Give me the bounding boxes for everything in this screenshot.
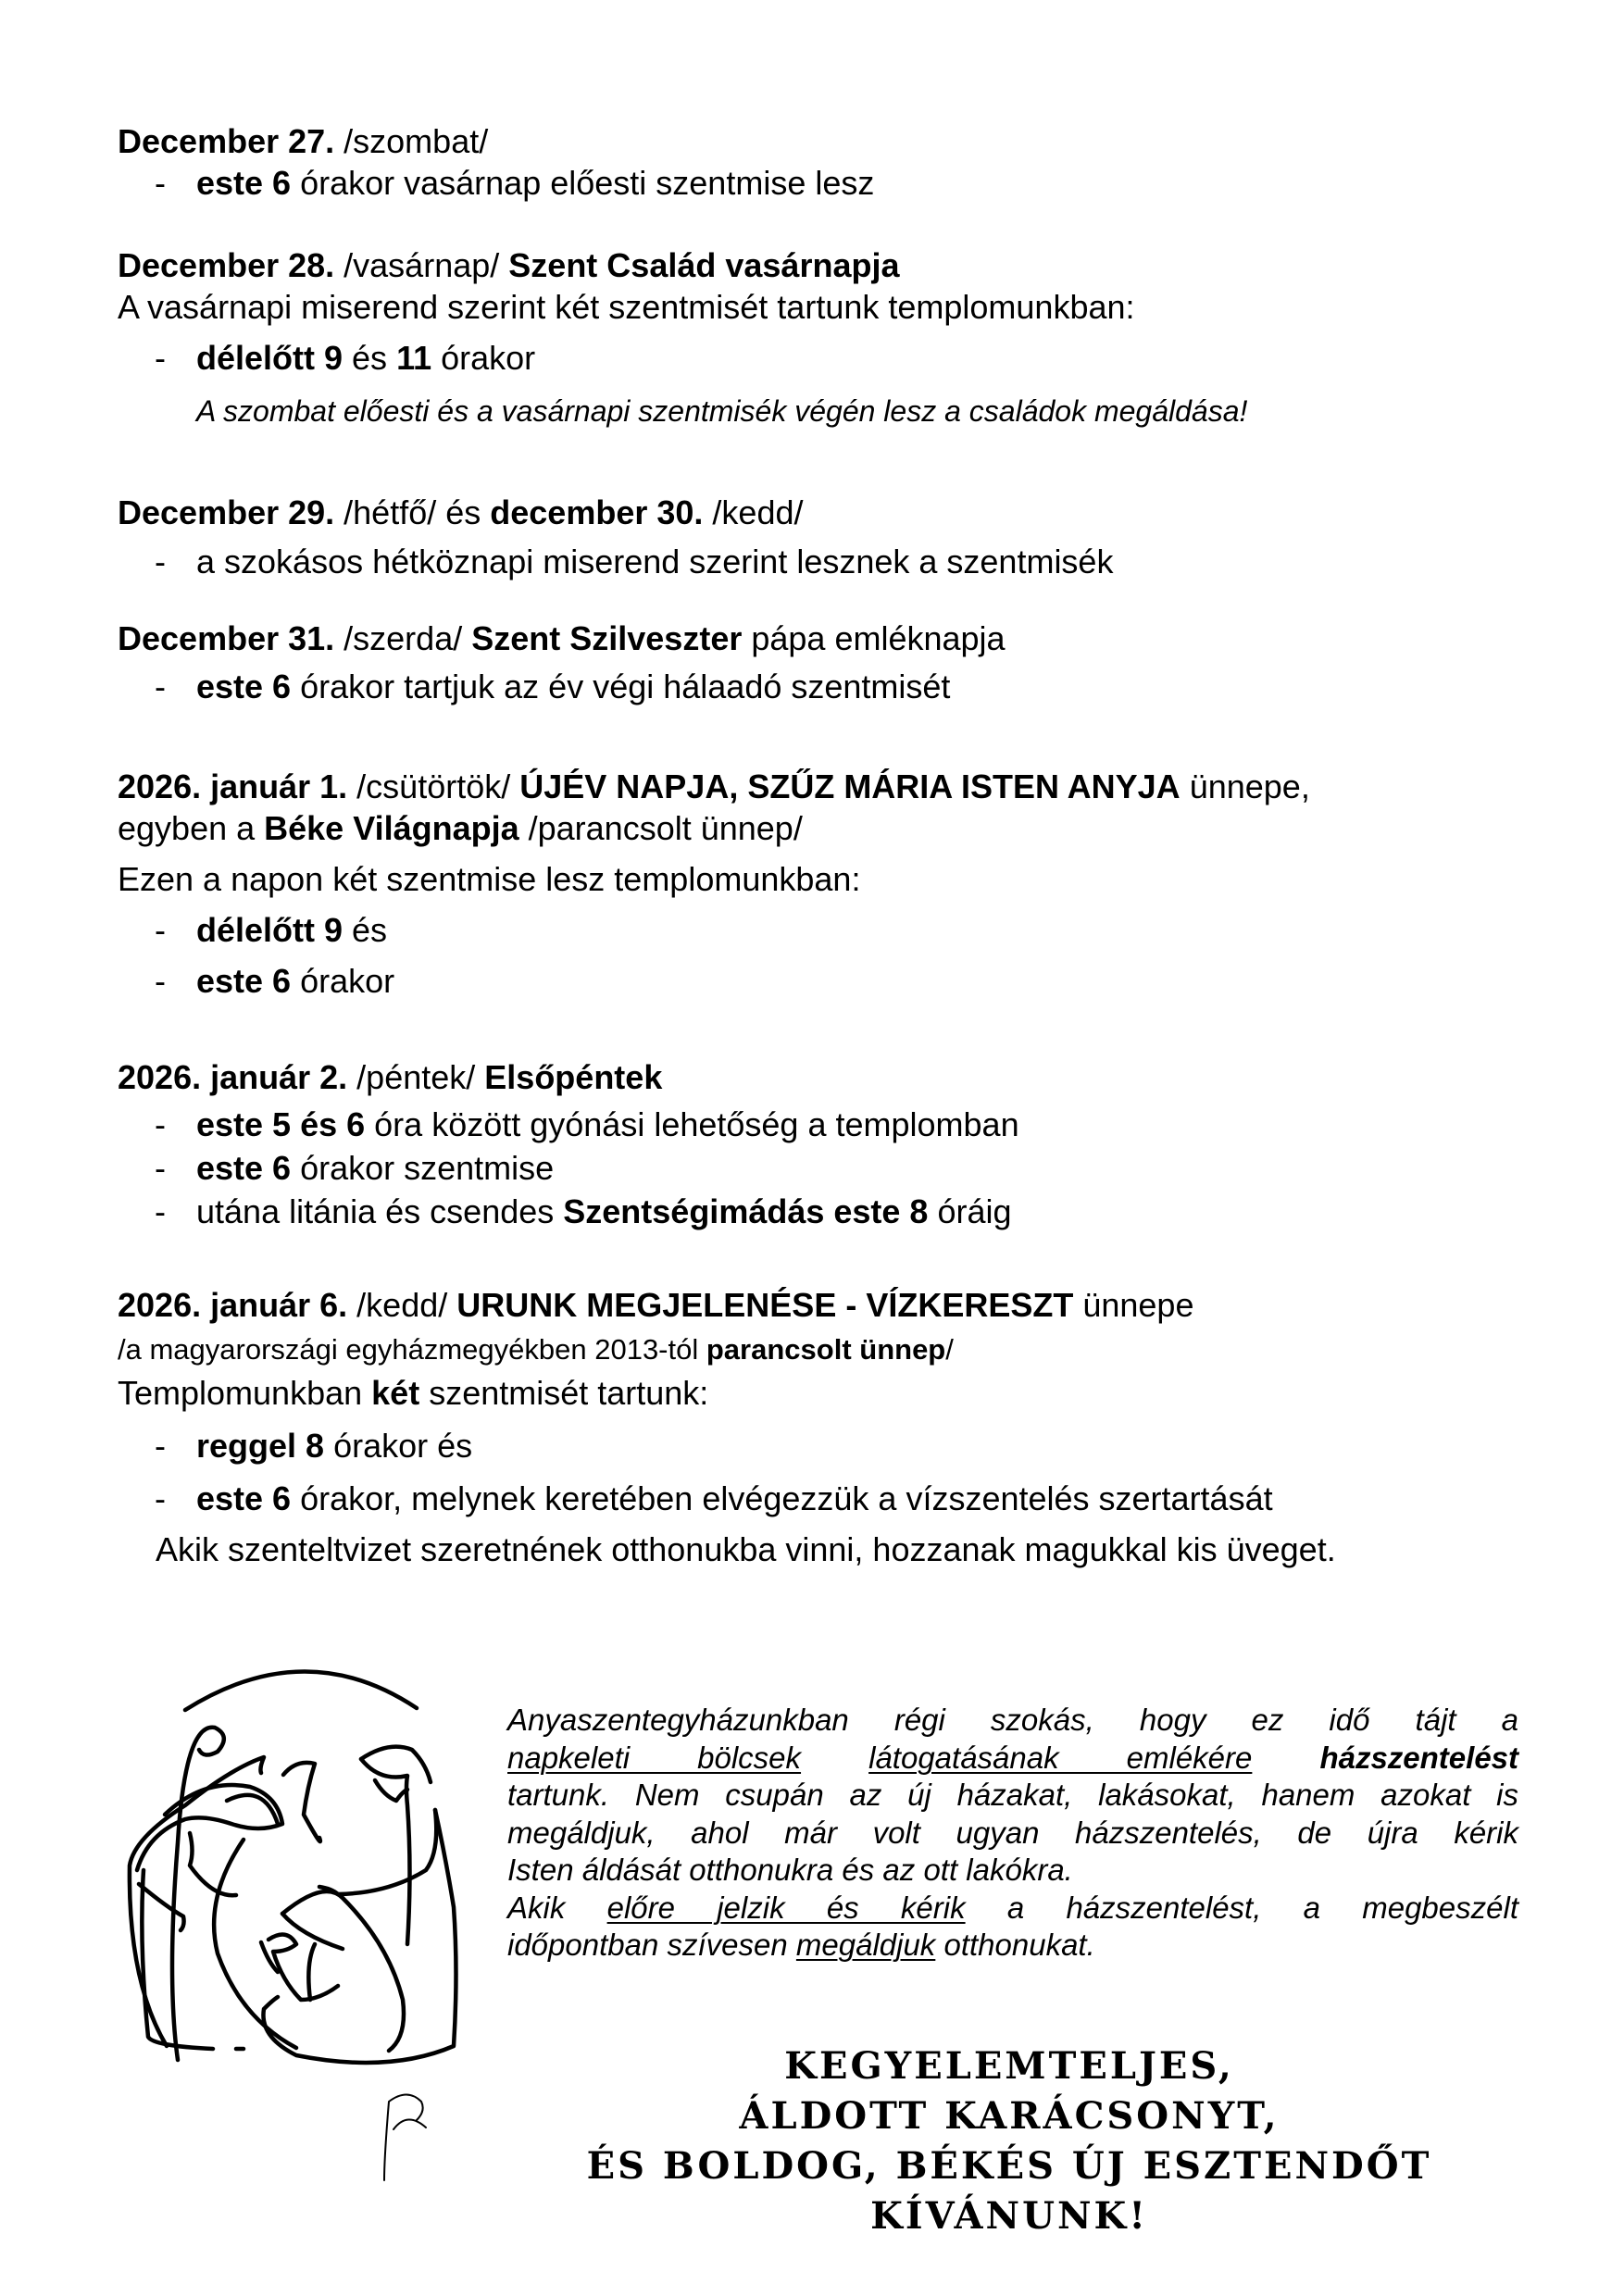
note-text: Akik szenteltvizet szeretnének otthonukba vinni, hozzanak magukkal kis üveget. bbox=[156, 1530, 1336, 1568]
bullet: - bbox=[155, 339, 166, 377]
item-text: óráig bbox=[928, 1192, 1012, 1230]
text: egyben a bbox=[118, 809, 265, 847]
heading-jan-1-line2 bbox=[118, 808, 803, 849]
greeting-line: KEGYELEMTELJES, bbox=[784, 2044, 1234, 2088]
bullet: - bbox=[155, 543, 166, 580]
item-text: órakor tartjuk az év végi hálaadó szentmisét bbox=[291, 668, 951, 705]
item-text: órakor vasárnap előesti szentmise lesz bbox=[291, 164, 875, 202]
feast-name: Elsőpéntek bbox=[484, 1058, 663, 1096]
list-item bbox=[118, 1104, 1019, 1145]
feast-suffix: ünnepe, bbox=[1180, 767, 1310, 805]
item-text: órakor szentmise bbox=[291, 1149, 555, 1187]
observance-name: Béke Világnapja bbox=[264, 809, 519, 847]
list-item bbox=[118, 1426, 472, 1466]
time: reggel 8 bbox=[196, 1427, 325, 1465]
item-text: utána litánia és csendes bbox=[196, 1192, 564, 1230]
date: December 31. bbox=[118, 619, 335, 657]
text: időpontban szívesen bbox=[507, 1928, 796, 1962]
text: szentmisét tartunk: bbox=[419, 1374, 709, 1412]
time: este 6 bbox=[196, 1479, 292, 1517]
item-text: órakor bbox=[291, 962, 395, 1000]
feast-name: Szent Szilveszter bbox=[471, 619, 743, 657]
weekday: /vasárnap/ bbox=[344, 246, 500, 284]
item-text: órakor, melynek keretében elvégezzük a vízszentelés szertartását bbox=[291, 1479, 1273, 1517]
list-item bbox=[118, 1148, 554, 1189]
paragraph-line bbox=[507, 1740, 1518, 1778]
time: délelőtt 9 bbox=[196, 339, 344, 377]
item-text: a szokásos hétköznapi miserend szerint lesznek a szentmisék bbox=[196, 543, 1114, 580]
count: két bbox=[371, 1374, 420, 1412]
heading-jan-6 bbox=[118, 1285, 1193, 1326]
date: 2026. január 6. bbox=[118, 1286, 348, 1324]
adoration-time: Szentségimádás este 8 bbox=[563, 1192, 929, 1230]
greeting-line: ÁLDOTT KARÁCSONYT, bbox=[739, 2094, 1280, 2138]
date: 2026. január 1. bbox=[118, 767, 348, 805]
text: Anyaszentegyházunkban régi szokás, hogy ez idő tájt a bbox=[507, 1703, 1518, 1737]
emphasis-text: házszentelést bbox=[1319, 1740, 1519, 1775]
weekday: /csütörtök/ bbox=[356, 767, 511, 805]
item-text: és bbox=[343, 911, 388, 949]
list-item bbox=[118, 338, 535, 379]
date: December 29. bbox=[118, 493, 335, 531]
heading-dec-28 bbox=[118, 245, 899, 286]
holy-family-illustration-icon bbox=[111, 1666, 500, 2222]
bullet: - bbox=[155, 1105, 166, 1143]
obligation-label: parancsolt ünnep bbox=[706, 1333, 946, 1366]
list-item bbox=[118, 163, 874, 204]
heading-dec-31 bbox=[118, 618, 1006, 659]
text: a házszentelést, a megbeszélt bbox=[965, 1890, 1518, 1925]
feast-suffix: ünnepe bbox=[1073, 1286, 1194, 1324]
text bbox=[801, 1741, 868, 1775]
heading-jan-1 bbox=[118, 767, 1310, 807]
feast-name: URUNK MEGJELENÉSE - VÍZKERESZT bbox=[456, 1286, 1074, 1324]
time: este 6 bbox=[196, 1149, 292, 1187]
paragraph-line bbox=[507, 1927, 1518, 1965]
weekday: /péntek/ bbox=[356, 1058, 476, 1096]
text bbox=[1252, 1741, 1319, 1775]
time: este 6 bbox=[196, 962, 292, 1000]
weekday: /kedd/ bbox=[356, 1286, 448, 1324]
paragraph-line bbox=[507, 1815, 1518, 1853]
subheading-jan-6 bbox=[118, 1329, 954, 1370]
conjunction: és bbox=[436, 493, 491, 531]
time: 11 bbox=[396, 339, 432, 377]
date: 2026. január 2. bbox=[118, 1058, 348, 1096]
greeting-line: KÍVÁNUNK! bbox=[870, 2194, 1148, 2238]
list-item bbox=[118, 1192, 1012, 1232]
intro-text: A vasárnapi miserend szerint két szentmisét tartunk templomunkban: bbox=[118, 288, 1135, 326]
text: / bbox=[945, 1333, 954, 1366]
underlined-text: előre jelzik és kérik bbox=[606, 1890, 966, 1925]
house-blessing-paragraph bbox=[507, 1702, 1518, 1965]
weekday: /szerda/ bbox=[344, 619, 463, 657]
bullet: - bbox=[155, 962, 166, 1000]
text: /a magyarországi egyházmegyékben 2013-tól bbox=[118, 1333, 706, 1366]
heading-dec-29-30 bbox=[118, 493, 804, 533]
time: este 6 bbox=[196, 164, 292, 202]
paragraph-line bbox=[507, 1890, 1518, 1928]
feast-name: Szent Család vasárnapja bbox=[508, 246, 900, 284]
weekday: /kedd/ bbox=[712, 493, 804, 531]
list-item bbox=[118, 1479, 1273, 1519]
bullet: - bbox=[155, 164, 166, 202]
text: megáldjuk, ahol már volt ugyan házszentelés, de újra kérik bbox=[507, 1815, 1518, 1850]
item-text: óra között gyónási lehetőség a templomban bbox=[365, 1105, 1019, 1143]
bullet: - bbox=[155, 1149, 166, 1187]
greeting-line: ÉS BOLDOG, BÉKÉS ÚJ ESZTENDŐT bbox=[586, 2144, 1432, 2188]
underlined-text: megáldjuk bbox=[795, 1928, 936, 1962]
underlined-text: napkeleti bölcsek bbox=[507, 1740, 802, 1775]
weekday: /hétfő/ bbox=[344, 493, 437, 531]
item-text: órakor és bbox=[324, 1427, 473, 1465]
note-italic: A szombat előesti és a vasárnapi szentmisék végén lesz a családok megáldása! bbox=[196, 394, 1248, 428]
time: délelőtt 9 bbox=[196, 911, 344, 949]
weekday: /szombat/ bbox=[344, 122, 489, 160]
list-item bbox=[118, 961, 394, 1002]
paragraph-line bbox=[507, 1852, 1518, 1890]
bullet: - bbox=[155, 1192, 166, 1230]
date: december 30. bbox=[490, 493, 704, 531]
text: Akik bbox=[507, 1890, 607, 1925]
bullet: - bbox=[155, 668, 166, 705]
time: este 6 bbox=[196, 668, 292, 705]
underlined-text: látogatásának emlékére bbox=[868, 1740, 1253, 1775]
paragraph-line bbox=[507, 1702, 1518, 1740]
list-item bbox=[118, 667, 950, 707]
intro-text: Ezen a napon két szentmise lesz templomunkban: bbox=[118, 860, 861, 898]
item-text: órakor bbox=[431, 339, 536, 377]
bullet: - bbox=[155, 911, 166, 949]
date: December 28. bbox=[118, 246, 335, 284]
heading-jan-2 bbox=[118, 1057, 662, 1098]
date: December 27. bbox=[118, 122, 335, 160]
item-text: és bbox=[343, 339, 397, 377]
intro-text bbox=[118, 1373, 708, 1414]
time: este 5 és 6 bbox=[196, 1105, 366, 1143]
text: Templomunkban bbox=[118, 1374, 372, 1412]
text: tartunk. Nem csupán az új házakat, lakásokat, hanem azokat is bbox=[507, 1778, 1518, 1812]
feast-name: ÚJÉV NAPJA, SZŰZ MÁRIA ISTEN ANYJA bbox=[519, 767, 1181, 805]
paragraph-line bbox=[507, 1777, 1518, 1815]
feast-suffix: pápa emléknapja bbox=[742, 619, 1006, 657]
text: /parancsolt ünnep/ bbox=[518, 809, 803, 847]
bullet: - bbox=[155, 1427, 166, 1465]
text: Isten áldását otthonukra és az ott lakókra. bbox=[507, 1853, 1073, 1887]
bullet: - bbox=[155, 1479, 166, 1517]
list-item bbox=[118, 910, 387, 951]
list-item bbox=[118, 542, 1113, 582]
christmas-greeting bbox=[574, 2041, 1444, 2241]
text: otthonukat. bbox=[935, 1928, 1095, 1962]
heading-dec-27 bbox=[118, 121, 488, 162]
